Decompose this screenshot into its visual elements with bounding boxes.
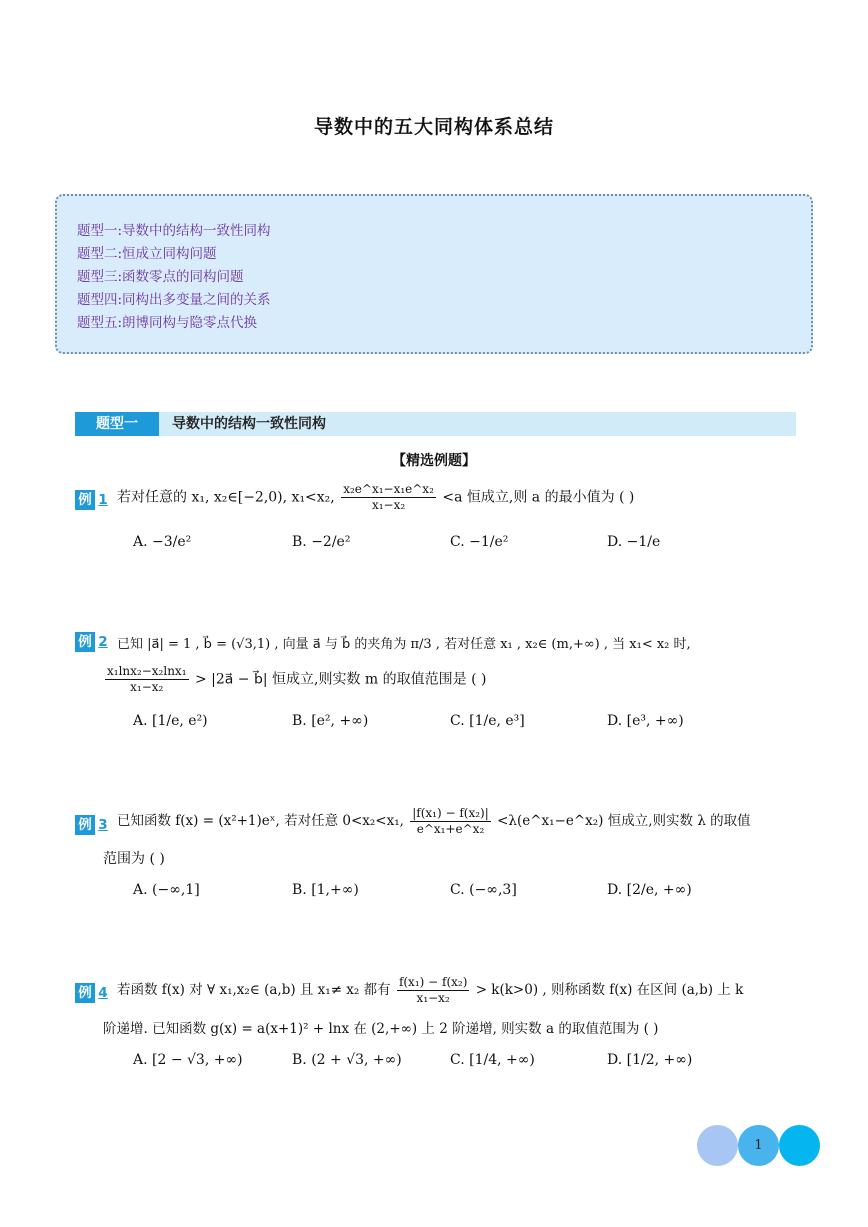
fraction-numerator: f(x₁) − f(x₂) [398,975,468,989]
toc-item[interactable]: 题型四:同构出多变量之间的关系 [77,292,271,308]
option-d[interactable]: D. [e³, +∞) [607,713,684,729]
fraction-denominator: e^x₁+e^x₂ [416,822,485,836]
example-3-stem-line2: 范围为 ( ) [103,851,165,867]
option-b[interactable]: B. [1,+∞) [292,882,359,898]
example-tag [75,490,111,510]
fraction-denominator: x₁−x₂ [416,991,450,1005]
fraction-numerator: x₁lnx₂−x₂lnx₁ [107,664,187,678]
toc-box [55,194,813,354]
example-tag [75,815,111,835]
page-dot [697,1125,738,1166]
stem-text: <λ(e^x₁−e^x₂) 恒成立,则实数 λ 的取值 [497,813,751,829]
stem-text: 已知函数 f(x) = (x²+1)eˣ, 若对任意 0<x₂<x₁, [117,813,404,829]
stem-text: 若函数 f(x) 对 ∀ x₁,x₂∈ (a,b) 且 x₁≠ x₂ 都有 [117,982,391,998]
toc-list [77,220,271,335]
stem-text: <a 恒成立,则 a 的最小值为 ( ) [442,489,635,506]
section-header [75,412,796,436]
page-title: 导数中的五大同构体系总结 [313,116,554,138]
example-word: 例 [78,985,92,1001]
fraction [410,806,491,837]
example-1-stem [117,482,634,513]
page-number: 1 [754,1138,763,1153]
fraction [341,482,436,513]
fraction [105,664,189,695]
toc-item[interactable]: 题型五:朗博同构与隐零点代换 [77,315,258,331]
stem-text: > |2a⃗ − b⃗| 恒成立,则实数 m 的取值范围是 ( ) [194,671,487,688]
fraction [397,975,469,1006]
example-tag [75,632,111,652]
example-4-stem-line2: 阶递增. 已知函数 g(x) = a(x+1)² + lnx 在 (2,+∞) 上 2 阶递增, 则实数 a 的取值范围为 ( ) [103,1021,659,1037]
example-2-stem-line2 [103,664,486,695]
example-number: 2 [95,632,111,652]
page-dot [779,1125,820,1166]
toc-item[interactable]: 题型二:恒成立同构问题 [77,246,217,262]
example-word: 例 [78,634,92,650]
fraction-denominator: x₁−x₂ [130,680,164,694]
fraction-numerator: x₂e^x₁−x₁e^x₂ [343,482,434,496]
option-b[interactable]: B. −2/e² [292,534,351,550]
fraction-numerator: |f(x₁) − f(x₂)| [412,806,489,820]
example-word: 例 [78,492,92,508]
option-d[interactable]: D. −1/e [607,534,661,550]
example-word: 例 [78,817,92,833]
toc-item[interactable]: 题型一:导数中的结构一致性同构 [77,223,271,239]
option-a[interactable]: A. [1/e, e²) [133,713,208,729]
stem-text: > k(k>0) , 则称函数 f(x) 在区间 (a,b) 上 k [475,982,744,998]
option-a[interactable]: A. (−∞,1] [133,882,200,898]
stem-text: 若对任意的 x₁, x₂∈[−2,0), x₁<x₂, [117,489,335,506]
fraction-denominator: x₁−x₂ [371,498,406,512]
toc-item[interactable]: 题型三:函数零点的同构问题 [77,269,244,285]
example-tag [75,983,111,1003]
section-name: 导数中的结构一致性同构 [172,416,326,432]
option-c[interactable]: C. [1/e, e³] [450,713,525,729]
option-c[interactable]: C. −1/e² [450,534,509,550]
option-a[interactable]: A. [2 − √3, +∞) [133,1052,243,1068]
example-number: 3 [95,815,111,835]
example-4-stem [117,975,743,1006]
example-2-stem-line1: 已知 |a⃗| = 1 , b⃗ = (√3,1) , 向量 a⃗ 与 b⃗ 的夹角为 π/3 , 若对任意 x₁ , x₂∈ (m,+∞) , 当 x₁< x₂ 时, [117,637,691,652]
option-a[interactable]: A. −3/e² [133,534,192,550]
example-3-stem [117,806,751,837]
option-d[interactable]: D. [1/2, +∞) [607,1052,693,1068]
option-b[interactable]: B. [e², +∞) [292,713,369,729]
example-number: 4 [95,983,111,1003]
option-c[interactable]: C. (−∞,3] [450,882,517,898]
section-tag: 题型一 [75,412,159,436]
option-d[interactable]: D. [2/e, +∞) [607,882,692,898]
page-dot-current [738,1125,779,1166]
subhead: 【精选例题】 [392,453,476,469]
example-number: 1 [95,490,111,510]
option-b[interactable]: B. (2 + √3, +∞) [292,1052,402,1068]
option-c[interactable]: C. [1/4, +∞) [450,1052,535,1068]
